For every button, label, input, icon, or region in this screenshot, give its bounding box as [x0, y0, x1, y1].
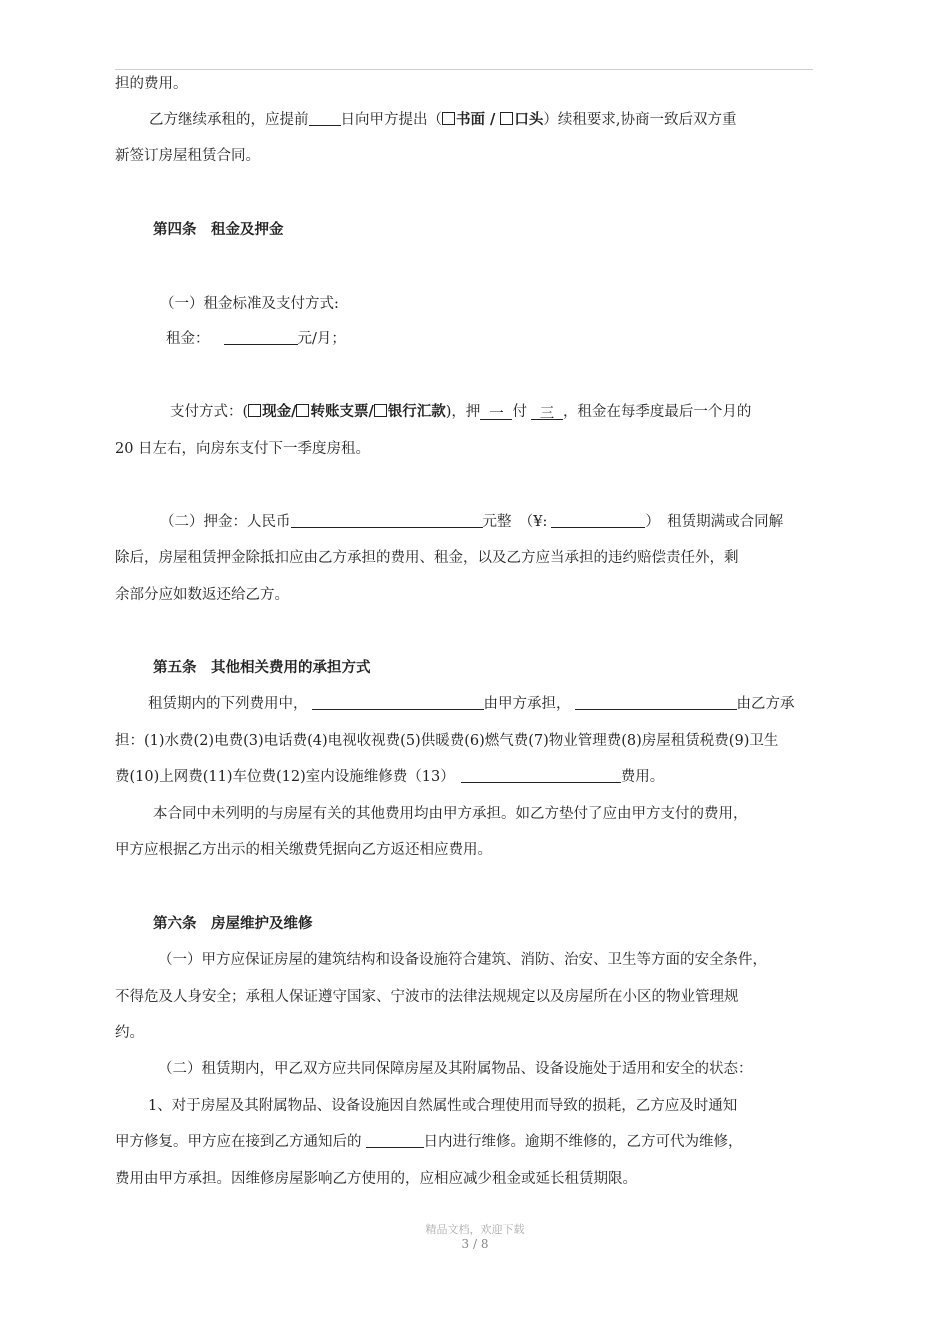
header-rule — [115, 69, 813, 70]
payment-months: 三 — [531, 404, 563, 420]
option-cash: 现金/ — [262, 403, 297, 420]
deposit-line3: 余部分应如数返还给乙方。 — [115, 587, 289, 603]
maint-p1-line1: （一）甲方应保证房屋的建筑结构和设备设施符合建筑、消防、治安、卫生等方面的安全条件， — [158, 952, 767, 968]
renewal-clause-line2: 新签订房屋租赁合同。 — [115, 148, 260, 164]
fees-tenant-blank — [575, 694, 737, 710]
maint-p1-line3: 约。 — [115, 1025, 144, 1041]
fees-line5: 甲方应根据乙方出示的相关缴费凭据向乙方返还相应费用。 — [115, 842, 492, 858]
page-number: 3 / 8 — [461, 1237, 489, 1251]
article-5-title: 第五条 其他相关费用的承担方式 — [153, 659, 371, 676]
payment-method-line: 支付方式：( 现金/ 转账支票/ 银行汇款)，押 一 付 三 ，租金在每季度最后一个月的 — [170, 403, 752, 422]
maint-p3-line1: 1、对于房屋及其附属物品、设备设施因自然属性或合理使用而导致的损耗，乙方应及时通知 — [148, 1098, 738, 1114]
article-4-title: 第四条 租金及押金 — [153, 221, 284, 238]
continued-line: 担的费用。 — [115, 76, 188, 92]
repair-days-blank — [366, 1132, 424, 1148]
fees-line1: 租赁期内的下列费用中， 由甲方承担， 由乙方承 — [148, 696, 795, 712]
renewal-text-c: ）续租要求,协商一致后双方重 — [543, 112, 737, 128]
maint-p1-line2: 不得危及人身安全；承租人保证遵守国家、宁波市的法律法规规定以及房屋所在小区的物业管理规 — [115, 989, 739, 1005]
maint-p2: （二）租赁期内，甲乙双方应共同保障房屋及其附属物品、设备设施处于适用和安全的状态： — [158, 1061, 753, 1077]
rent-unit: 元/月； — [297, 331, 346, 347]
deposit-line2: 除后，房屋租赁押金除抵扣应由乙方承担的费用、租金，以及乙方应当承担的违约赔偿责任外，剩 — [115, 550, 739, 566]
rent-line — [166, 329, 346, 349]
deposit-amount-digits-blank — [551, 512, 645, 528]
payment-date-line: 20 日左右，向房东支付下一季度房租。 — [115, 441, 371, 457]
option-oral: 口头 — [514, 111, 544, 128]
fees-line4: 本合同中未列明的与房屋有关的其他费用均由甲方承担。如乙方垫付了应由甲方支付的费用， — [153, 806, 748, 822]
deposit-amount-words-blank — [291, 512, 483, 528]
option-written: 书面 — [456, 111, 485, 128]
maint-p3-line2: 甲方修复。甲方应在接到乙方通知后的 日内进行维修。逾期不维修的，乙方可代为维修， — [115, 1134, 743, 1150]
checkbox-written — [442, 112, 455, 125]
deposit-line1: （二）押金：人民币 元整 （¥: ） 租赁期满或合同解 — [160, 514, 784, 530]
rent-label: 租金： — [166, 331, 210, 347]
renewal-text-a: 乙方继续承租的，应提前 — [149, 112, 309, 128]
renewal-clause-line1: 乙方继续承租的，应提前 日向甲方提出（ 书面 / 口头）续租要求,协商一致后双方重 — [149, 111, 737, 128]
deposit-months: 一 — [480, 404, 512, 420]
checkbox-oral — [500, 112, 513, 125]
checkbox-bank-remit — [374, 404, 387, 417]
option-transfer-check: 转账支票/ — [310, 403, 374, 420]
checkbox-cash — [248, 404, 261, 417]
renewal-text-b: 日向甲方提出（ — [340, 112, 442, 128]
fees-list-line: 担：(1)水费(2)电费(3)电话费(4)电视收视费(5)供暖费(6)燃气费(7)物业管理费(8)房屋租赁税费(9)卫生 — [115, 733, 779, 749]
article-6-title: 第六条 房屋维护及维修 — [153, 915, 313, 932]
checkbox-transfer-check — [296, 404, 309, 417]
fees-other-blank — [461, 767, 621, 783]
renewal-days-blank — [309, 110, 341, 126]
fees-landlord-blank — [312, 694, 484, 710]
option-bank-remit: 银行汇款 — [387, 403, 446, 420]
rent-standard-heading: （一）租金标准及支付方式: — [160, 296, 339, 312]
fees-line3: 费(10)上网费(11)车位费(12)室内设施维修费（13） 费用。 — [115, 769, 665, 785]
footer-watermark: 精品文档，欢迎下载 — [425, 1223, 525, 1236]
rent-amount-blank — [224, 329, 298, 345]
maint-p3-line3: 费用由甲方承担。因维修房屋影响乙方使用的，应相应减少租金或延长租赁期限。 — [115, 1171, 637, 1187]
